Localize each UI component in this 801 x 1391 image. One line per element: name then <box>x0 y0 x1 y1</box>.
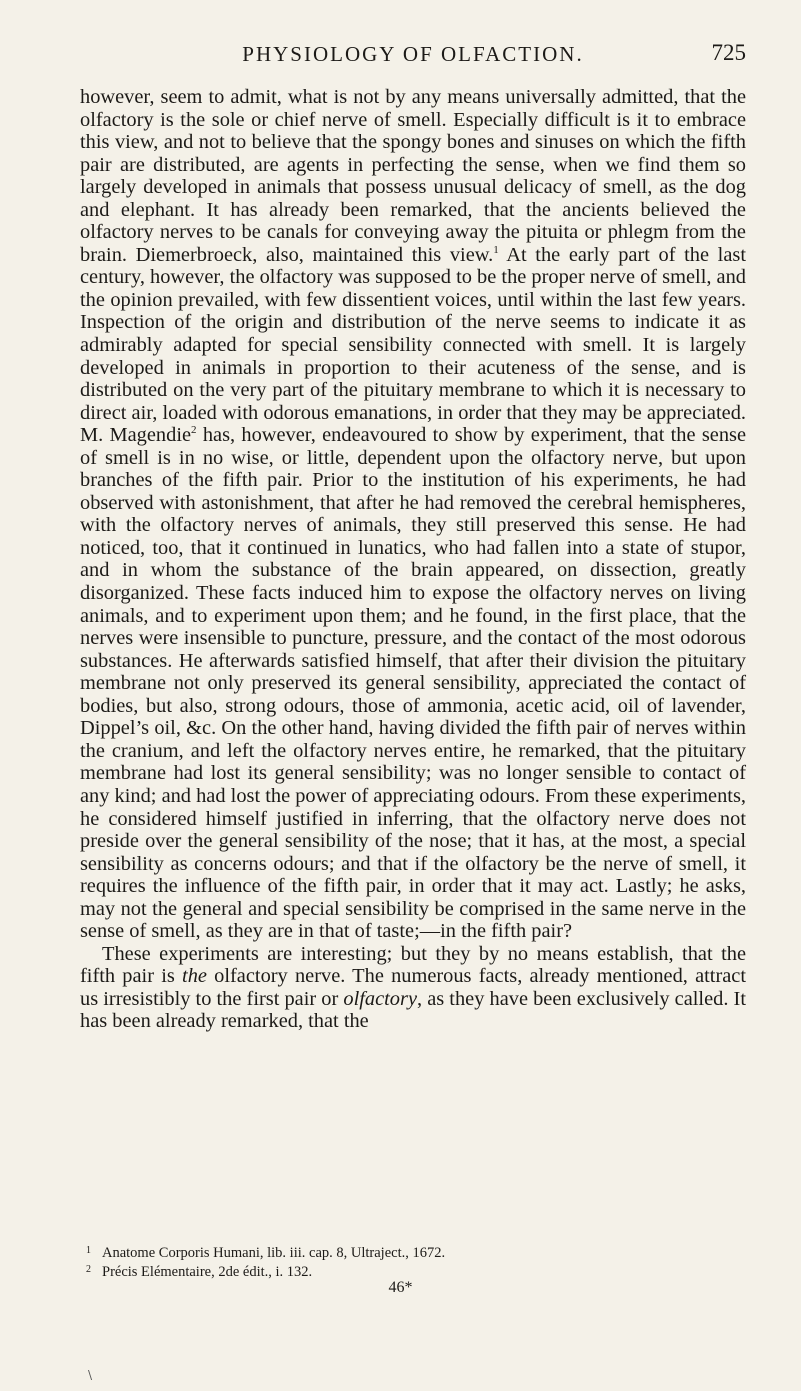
text-run: olfactory nerve. The numerous facts, already mentioned, attract us irresistibly to the first pair or <box>80 965 747 1010</box>
footnotes <box>80 1244 746 1282</box>
footnote-marker: 1 <box>86 1245 91 1256</box>
footnote-text: Anatome Corporis Humani, lib. iii. cap. 8, Ultraject., 1672. <box>102 1245 446 1261</box>
page-number: 725 <box>711 40 746 65</box>
text-run: however, seem to admit, what is not by any means universally admitted, that the olfactory is the sole or chief nerve of smell. Especially difficult is it to embrace this view, and not to believe that the spongy bones and sinuses on which the fifth pair are distributed, are agents in perfecting the sense, when we find them so largely developed in animals that possess unusual delicacy of smell, as the dog and elephant. It has already been remarked, that the ancients believed the olfactory nerves to be canals for conveying away the pituita or phlegm from the brain. Diemerbroeck, also, maintained this view. <box>80 86 746 266</box>
paragraph <box>80 943 746 1033</box>
corner-mark: \ <box>88 1368 93 1382</box>
text-run: These experiments are interesting; but they by no means establish, that the fifth pair is <box>80 942 746 988</box>
page-header <box>80 42 746 76</box>
text-run: At the early part of the last century, however, the olfactory was supposed to be the proper nerve of smell, and the opinion prevailed, with few dissentient voices, until within the last few years. Inspection of the origin and distribution of the nerve seems to indicate it as admirably adapted for special sensibility connected with smell. It is largely developed in animals in proportion to their acuteness of the sense, and is distributed on the very part of the pituitary membrane to which it is necessary to direct air, loaded with odorous emanations, in order that they may be appreciated. M. Magendie <box>80 243 747 447</box>
emphasis: the <box>182 965 207 988</box>
footnote <box>80 1244 746 1263</box>
footnote-marker: 2 <box>86 1264 91 1275</box>
footnote-ref: 2 <box>191 424 197 437</box>
body-text <box>80 86 746 1033</box>
signature-mark: 46* <box>388 1279 413 1296</box>
footnote-ref: 1 <box>493 244 499 257</box>
text-run: , as they have been exclusively called. It has been already remarked, that the <box>80 987 746 1033</box>
footnote-text: Précis Elémentaire, 2de édit., i. 132. <box>102 1264 313 1280</box>
paragraph <box>80 86 746 943</box>
running-title: PHYSIOLOGY OF OLFACTION. <box>242 42 584 66</box>
text-run: has, however, endeavoured to show by experiment, that the sense of smell is in no wise, or little, dependent upon the olfactory nerve, but upon branches of the fifth pair. Prior to the institution of his experiments, he had observed with astonishment, that after he had removed the cerebral hemispheres, with the olfactory nerves of animals, they still preserved this sense. He had noticed, too, that it continued in lunatics, who had fallen into a state of stupor, and in whom the substance of the brain appeared, on dissection, greatly disorganized. These facts induced him to expose the olfactory nerves on living animals, and to experiment upon them; and he found, in the first place, that the nerves were insensible to puncture, pressure, and the contact of the most odorous substances. He afterwards satisfied himself, that after their division the pituitary membrane not only preserved its general sensibility, appreciated the contact of bodies, but also, strong odours, those of ammonia, acetic acid, oil of lavender, Dippel’s oil, &c. On the other hand, having divided the fifth pair of nerves within the cranium, and left the olfactory nerves entire, he remarked, that the pituitary membrane had lost its general sensibility; was no longer sensible to contact of any kind; and had lost the power of appreciating odours. From these experiments, he considered himself justified in inferring, that the olfactory nerve does not preside over the general sensibility of the nose; that it has, at the most, a special sensibility as concerns odours; and that if the olfactory be the nerve of smell, it requires the influence of the fifth pair, in order that it may act. Lastly; he asks, may not the general and special sensibility be comprised in the same nerve in the sense of smell, as they are in that of taste;—in the fifth pair? <box>80 424 746 943</box>
emphasis: olfactory <box>343 987 417 1010</box>
